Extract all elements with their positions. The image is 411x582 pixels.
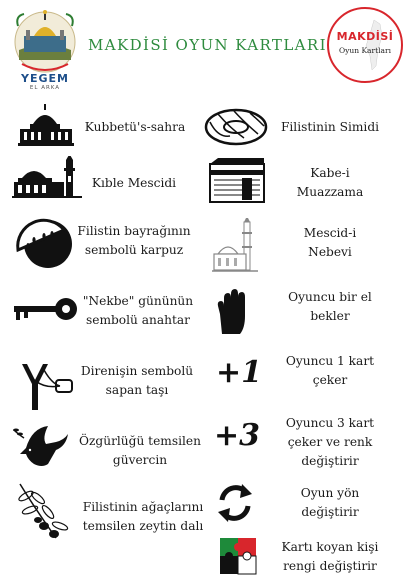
yegem-logo-text: YEGEM bbox=[21, 72, 69, 85]
prophets-mosque-label: Mescid-i Nebevi bbox=[303, 226, 357, 259]
kaaba-icon bbox=[208, 158, 266, 208]
makdisi-logo-subtitle: Oyun Kartları bbox=[339, 46, 391, 55]
qibla-mosque-label: Kıble Mescidi bbox=[91, 176, 177, 190]
watermelon-label: Filistin bayrağının sembolü karpuz bbox=[77, 224, 191, 257]
prophets-mosque-icon bbox=[212, 218, 258, 278]
color-puzzle-icon bbox=[218, 536, 258, 580]
reverse-arrows-label: Oyun yön değiştirir bbox=[300, 486, 360, 519]
simit-bread-label: Filistinin Simidi bbox=[280, 120, 380, 134]
raised-hand-label: Oyuncu bir el bekler bbox=[288, 290, 372, 323]
page-title: MAKDİSİ OYUN KARTLARI bbox=[88, 36, 327, 54]
slingshot-icon bbox=[18, 360, 74, 416]
dove-label: Özgürlüğü temsilen güvercin bbox=[79, 434, 201, 467]
key-label: "Nekbe" gününün sembolü anahtar bbox=[82, 294, 194, 327]
color-puzzle-label: Kartı koyan kişi rengi değiştirir bbox=[281, 540, 379, 573]
plus-three-icon: +3 bbox=[214, 418, 261, 453]
key-icon bbox=[12, 292, 78, 328]
makdisi-logo bbox=[326, 6, 404, 84]
plus-three-label: Oyuncu 3 kart çeker ve renk değiştirir bbox=[285, 416, 375, 468]
slingshot-label: Direnişin sembolü sapan taşı bbox=[80, 364, 194, 397]
kaaba-label: Kabe-i Muazzama bbox=[296, 166, 364, 199]
simit-bread-icon bbox=[204, 108, 268, 150]
raised-hand-icon bbox=[214, 288, 252, 340]
plus-one-label: Oyuncu 1 kart çeker bbox=[285, 354, 375, 387]
plus-one-icon: +1 bbox=[216, 355, 263, 390]
makdisi-logo-name: MAKDİSİ bbox=[336, 30, 394, 43]
olive-branch-icon bbox=[16, 480, 74, 546]
watermelon-icon bbox=[14, 214, 78, 274]
olive-branch-label: Filistinin ağaçlarını temsilen zeytin dalı bbox=[82, 500, 204, 533]
yegem-logo-subtitle: EL ARKA bbox=[29, 85, 61, 91]
reverse-arrows-icon bbox=[216, 482, 254, 528]
dome-of-rock-icon bbox=[16, 104, 76, 150]
qibla-mosque-icon bbox=[12, 156, 82, 202]
dove-icon bbox=[12, 424, 72, 474]
dome-of-rock-label: Kubbetü's-sahra bbox=[84, 120, 186, 134]
yegem-logo bbox=[12, 8, 78, 94]
